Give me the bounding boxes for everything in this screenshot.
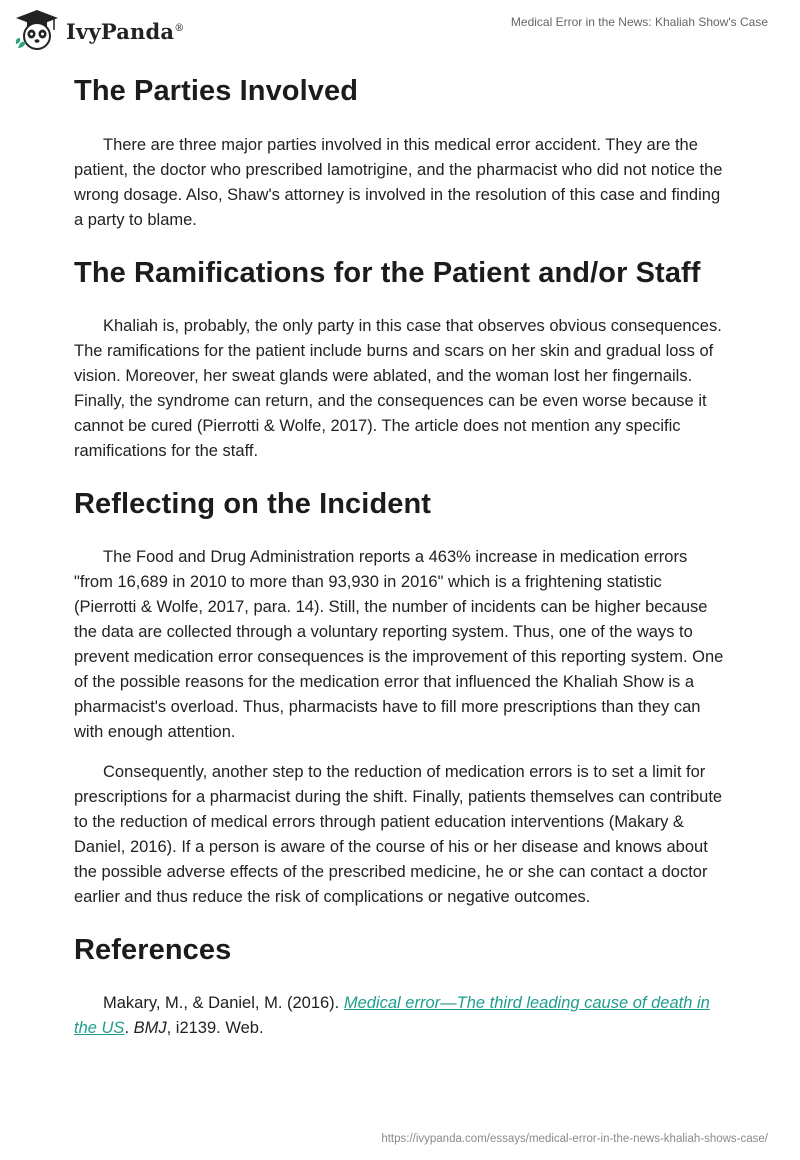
article-body	[74, 72, 726, 1041]
reference-title-link[interactable]: Medical error—The third leading cause of death in the US	[74, 994, 710, 1037]
section-heading-reflecting: Reflecting on the Incident	[74, 488, 432, 520]
reference-item	[74, 991, 726, 1041]
paragraph-parties: There are three major parties involved in this medical error accident. They are the patient, the doctor who prescribed lamotrigine, and the pharmacist who did not notice the wrong dosage. Also, Shaw's attorney is involved in the resolution of this case and finding a party to blame.	[74, 136, 723, 229]
reference-separator: .	[124, 1019, 134, 1037]
reference-rest: , i2139. Web.	[166, 1019, 264, 1037]
source-url[interactable]: https://ivypanda.com/essays/medical-error-in-the-news-khaliah-shows-case/	[381, 1133, 768, 1145]
panda-graduate-icon	[14, 8, 60, 52]
paragraph-ramifications: Khaliah is, probably, the only party in this case that observes obvious consequences. The ramifications for the patient include burns and scars on her skin and gradual loss of vision. Moreover, her sweat glands were ablated, and the woman lost her fingernails. Finally, the syndrome can return, and the consequences can be even worse because it cannot be cured (Pierrotti & Wolfe, 2017). The article does not mention any specific ramifications for the staff.	[74, 317, 722, 460]
page-header	[0, 0, 800, 64]
ivypanda-logo[interactable]	[14, 8, 184, 52]
section-heading-references: References	[74, 934, 232, 966]
section-heading-ramifications: The Ramifications for the Patient and/or Staff	[74, 257, 701, 289]
paragraph-reflecting-1: The Food and Drug Administration reports a 463% increase in medication errors "from 16,689 in 2010 to more than 93,930 in 2016" which is a frightening statistic (Pierrotti & Wolfe, 2017, para. 14). Still, the number of incidents can be higher because the data are collected through a voluntary reporting system. Thus, one of the ways to prevent medication error consequences is the improvement of this reporting system. One of the possible reasons for the medication error that influenced the Khaliah Show is a pharmacist's overload. Thus, pharmacists have to fill more prescriptions than they can with enough attention.	[74, 548, 724, 741]
section-heading-parties: The Parties Involved	[74, 75, 359, 107]
paragraph-reflecting-2: Consequently, another step to the reduction of medication errors is to set a limit for prescriptions for a pharmacist during the shift. Finally, patients themselves can contribute to the reduction of medical errors through patient education interventions (Makary & Daniel, 2016). If a person is aware of the course of his or her disease and knows about the possible adverse effects of the prescribed medicine, he or she can contact a doctor earlier and thus reduce the risk of complications or negative outcomes.	[74, 763, 723, 906]
reference-authors: Makary, M., & Daniel, M. (2016).	[103, 994, 344, 1012]
brand-name: IvyPanda®	[66, 18, 185, 44]
reference-journal: BMJ	[133, 1019, 167, 1037]
document-title: Medical Error in the News: Khaliah Show's Case	[510, 15, 768, 29]
